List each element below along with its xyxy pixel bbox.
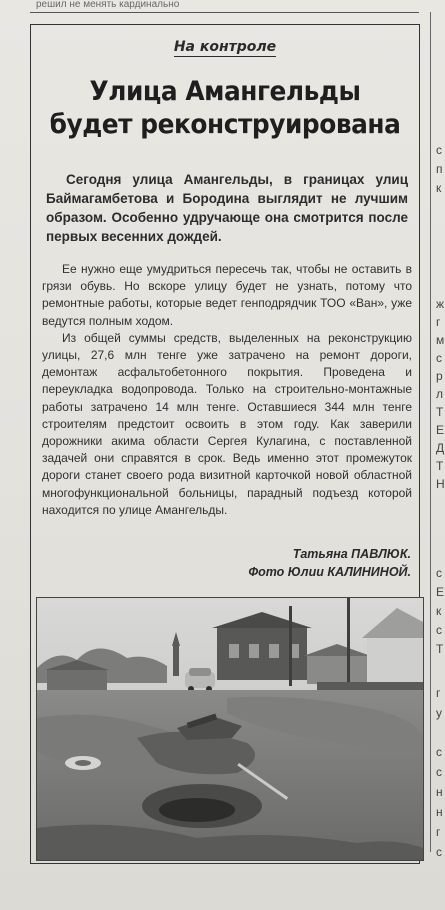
- body-paragraph-1: Ее нужно еще умудриться пересечь так, чтобы не оставить в грязи обувь. Но вскоре улицу будет не узнать, потому что ремонтные работы, которые ведет генподрядчик ТОО «Ван», уже ведутся полным ходом.: [42, 262, 412, 328]
- article-headline: [47, 75, 404, 141]
- previous-article-fragment: решил не менять кардинально: [36, 0, 180, 9]
- adjacent-column-fragment: с п к ж г м с р л Т Е Д Т Н с Е к с Т г у с с н н г с: [430, 0, 445, 910]
- street-photo: [36, 597, 424, 861]
- article-body: [42, 261, 412, 519]
- author-name: Татьяна ПАВЛЮК.: [292, 547, 411, 561]
- column-divider: [430, 12, 431, 852]
- rubric-label: На контроле: [173, 39, 277, 55]
- photo-credit: Фото Юлии КАЛИНИНОЙ.: [248, 565, 411, 579]
- article-frame: [30, 24, 420, 864]
- headline-line-2: будет реконструирована: [49, 109, 401, 140]
- headline-line-1: Улица Амангельды: [89, 76, 361, 107]
- body-paragraph-2: Из общей суммы средств, выделенных на реконструкцию улицы, 27,6 млн тенге уже затрачено на ремонт дороги, демонтаж асфальтобетонного покрытия. Проведена и переукладка водопровода. Только на строительно-монтажные работы затрачено 14 млн тенге. Оставшиеся 344 млн тенге строителям предстоит освоить в этом году. Как заверили дорожники акима области Сергея Кулагина, с поставленной задачей они справятся в срок. Ведь именно этот промежуток дороги станет своего рода визитной карточкой новой областной многофункциональной больницы, парадный подъезд которой находится по улице Амангельды.: [42, 330, 412, 517]
- street-photo-image: [37, 598, 423, 860]
- top-divider: [30, 12, 419, 13]
- article-byline: [248, 545, 411, 581]
- article-lead: Сегодня улица Амангельды, в границах улиц Баймагамбетова и Бородина выглядит не лучшим образом. Особенно удручающе она смотрится после первых весенних дождей.: [46, 172, 408, 244]
